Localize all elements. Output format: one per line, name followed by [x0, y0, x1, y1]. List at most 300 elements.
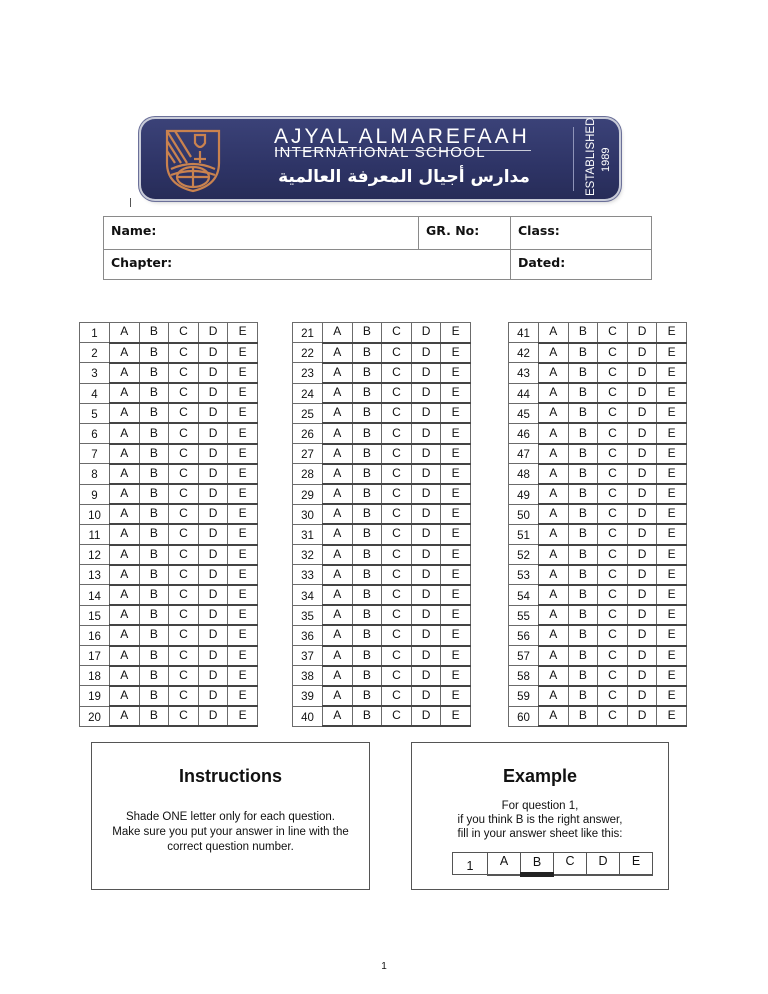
answer-option-d[interactable]: D: [198, 504, 228, 524]
answer-option-c[interactable]: C: [598, 504, 628, 524]
answer-option-d[interactable]: D: [198, 343, 228, 363]
answer-option-c[interactable]: C: [382, 323, 412, 343]
answer-option-e[interactable]: E: [657, 444, 687, 464]
answer-option-d[interactable]: D: [198, 524, 228, 544]
answer-option-b[interactable]: B: [352, 706, 382, 726]
answer-option-e[interactable]: E: [441, 484, 471, 504]
answer-option-c[interactable]: C: [382, 444, 412, 464]
answer-option-e[interactable]: E: [441, 666, 471, 686]
answer-option-b[interactable]: B: [568, 343, 598, 363]
answer-option-e[interactable]: E: [657, 383, 687, 403]
answer-option-e[interactable]: E: [441, 706, 471, 726]
answer-option-c[interactable]: C: [382, 686, 412, 706]
answer-option-d[interactable]: D: [411, 343, 441, 363]
answer-option-d[interactable]: D: [627, 524, 657, 544]
answer-option-b[interactable]: B: [139, 545, 169, 565]
answer-option-e[interactable]: E: [657, 686, 687, 706]
answer-option-b[interactable]: B: [568, 464, 598, 484]
answer-option-c[interactable]: C: [598, 666, 628, 686]
answer-option-a[interactable]: A: [539, 646, 569, 666]
answer-option-a[interactable]: A: [539, 565, 569, 585]
answer-option-b[interactable]: B: [352, 646, 382, 666]
answer-option-b[interactable]: B: [568, 545, 598, 565]
answer-option-a[interactable]: A: [539, 323, 569, 343]
answer-option-c[interactable]: C: [382, 585, 412, 605]
answer-option-c[interactable]: C: [382, 403, 412, 423]
answer-option-a[interactable]: A: [539, 625, 569, 645]
answer-option-a[interactable]: A: [539, 666, 569, 686]
answer-option-c[interactable]: C: [169, 464, 199, 484]
answer-option-a[interactable]: A: [110, 585, 140, 605]
answer-option-e[interactable]: E: [657, 545, 687, 565]
answer-option-a[interactable]: A: [323, 464, 353, 484]
answer-option-d[interactable]: D: [627, 323, 657, 343]
answer-option-a[interactable]: A: [110, 484, 140, 504]
answer-option-a[interactable]: A: [539, 504, 569, 524]
answer-option-a[interactable]: A: [323, 383, 353, 403]
answer-option-c[interactable]: C: [169, 585, 199, 605]
answer-option-b[interactable]: B: [139, 706, 169, 726]
answer-option-a[interactable]: A: [539, 686, 569, 706]
answer-option-e[interactable]: E: [657, 504, 687, 524]
answer-option-a[interactable]: A: [323, 323, 353, 343]
answer-option-e[interactable]: E: [441, 565, 471, 585]
answer-option-c[interactable]: C: [169, 323, 199, 343]
answer-option-d[interactable]: D: [627, 605, 657, 625]
answer-option-c[interactable]: C: [598, 524, 628, 544]
answer-option-c[interactable]: C: [382, 625, 412, 645]
answer-option-b[interactable]: B: [352, 343, 382, 363]
answer-option-d[interactable]: D: [198, 464, 228, 484]
answer-option-e[interactable]: E: [441, 383, 471, 403]
answer-option-b[interactable]: B: [568, 524, 598, 544]
answer-option-b[interactable]: B: [568, 444, 598, 464]
answer-option-a[interactable]: A: [110, 504, 140, 524]
answer-option-d[interactable]: D: [411, 484, 441, 504]
answer-option-c[interactable]: C: [598, 646, 628, 666]
answer-option-a[interactable]: A: [539, 464, 569, 484]
answer-option-c[interactable]: C: [169, 625, 199, 645]
answer-option-b[interactable]: B: [568, 625, 598, 645]
answer-option-a[interactable]: A: [323, 504, 353, 524]
answer-option-d[interactable]: D: [627, 565, 657, 585]
answer-option-b[interactable]: B: [139, 464, 169, 484]
answer-option-d[interactable]: D: [627, 363, 657, 383]
answer-option-b[interactable]: B: [352, 666, 382, 686]
answer-option-c[interactable]: C: [169, 403, 199, 423]
answer-option-a[interactable]: A: [110, 524, 140, 544]
answer-option-e[interactable]: E: [228, 625, 258, 645]
answer-option-d[interactable]: D: [411, 444, 441, 464]
answer-option-c[interactable]: C: [169, 504, 199, 524]
answer-option-a[interactable]: A: [323, 484, 353, 504]
answer-option-b[interactable]: B: [139, 504, 169, 524]
answer-option-a[interactable]: A: [323, 545, 353, 565]
answer-option-c[interactable]: C: [598, 545, 628, 565]
answer-option-e[interactable]: E: [228, 423, 258, 443]
answer-option-a[interactable]: A: [539, 706, 569, 726]
answer-option-c[interactable]: C: [598, 363, 628, 383]
answer-option-c[interactable]: C: [169, 646, 199, 666]
answer-option-d[interactable]: D: [627, 706, 657, 726]
answer-option-d[interactable]: D: [411, 706, 441, 726]
answer-option-d[interactable]: D: [411, 524, 441, 544]
answer-option-e[interactable]: E: [657, 464, 687, 484]
answer-option-a[interactable]: A: [110, 646, 140, 666]
answer-option-b[interactable]: B: [352, 363, 382, 383]
answer-option-e[interactable]: E: [441, 646, 471, 666]
answer-option-d[interactable]: D: [411, 686, 441, 706]
answer-option-a[interactable]: A: [110, 666, 140, 686]
answer-option-a[interactable]: A: [323, 605, 353, 625]
answer-option-a[interactable]: A: [323, 646, 353, 666]
answer-option-c[interactable]: C: [598, 686, 628, 706]
answer-option-c[interactable]: C: [598, 444, 628, 464]
answer-option-d[interactable]: D: [411, 403, 441, 423]
answer-option-e[interactable]: E: [441, 343, 471, 363]
answer-option-e[interactable]: E: [228, 363, 258, 383]
answer-option-c[interactable]: C: [169, 363, 199, 383]
answer-option-d[interactable]: D: [627, 666, 657, 686]
answer-option-b[interactable]: B: [352, 423, 382, 443]
answer-option-d[interactable]: D: [411, 383, 441, 403]
answer-option-c[interactable]: C: [382, 464, 412, 484]
answer-option-c[interactable]: C: [382, 545, 412, 565]
answer-option-e[interactable]: E: [228, 706, 258, 726]
answer-option-d[interactable]: D: [198, 323, 228, 343]
answer-option-b[interactable]: B: [139, 363, 169, 383]
answer-option-d[interactable]: D: [411, 565, 441, 585]
answer-option-a[interactable]: A: [323, 444, 353, 464]
answer-option-a[interactable]: A: [110, 545, 140, 565]
answer-option-b[interactable]: B: [568, 484, 598, 504]
answer-option-e[interactable]: E: [441, 423, 471, 443]
answer-option-c[interactable]: C: [169, 545, 199, 565]
answer-option-c[interactable]: C: [598, 565, 628, 585]
answer-option-b[interactable]: B: [139, 343, 169, 363]
answer-option-d[interactable]: D: [198, 686, 228, 706]
answer-option-d[interactable]: D: [198, 666, 228, 686]
answer-option-c[interactable]: C: [382, 363, 412, 383]
answer-option-b[interactable]: B: [568, 686, 598, 706]
answer-option-d[interactable]: D: [627, 343, 657, 363]
answer-option-c[interactable]: C: [598, 625, 628, 645]
answer-option-b[interactable]: B: [352, 605, 382, 625]
answer-option-e[interactable]: E: [228, 444, 258, 464]
answer-option-d[interactable]: D: [627, 686, 657, 706]
answer-option-e[interactable]: E: [228, 605, 258, 625]
answer-option-a[interactable]: A: [539, 343, 569, 363]
answer-option-a[interactable]: A: [110, 605, 140, 625]
answer-option-e[interactable]: E: [657, 423, 687, 443]
answer-option-e[interactable]: E: [441, 464, 471, 484]
answer-option-d[interactable]: D: [198, 423, 228, 443]
answer-option-c[interactable]: C: [169, 686, 199, 706]
answer-option-c[interactable]: C: [598, 605, 628, 625]
answer-option-e[interactable]: E: [441, 686, 471, 706]
answer-option-e[interactable]: E: [228, 646, 258, 666]
answer-option-c[interactable]: C: [598, 343, 628, 363]
answer-option-e[interactable]: E: [657, 666, 687, 686]
answer-option-c[interactable]: C: [598, 585, 628, 605]
answer-option-b[interactable]: B: [352, 686, 382, 706]
answer-option-b[interactable]: B: [568, 646, 598, 666]
answer-option-c[interactable]: C: [382, 706, 412, 726]
answer-option-c[interactable]: C: [382, 504, 412, 524]
answer-option-a[interactable]: A: [323, 403, 353, 423]
answer-option-e[interactable]: E: [657, 605, 687, 625]
answer-option-b[interactable]: B: [568, 504, 598, 524]
answer-option-e[interactable]: E: [657, 524, 687, 544]
answer-option-d[interactable]: D: [411, 666, 441, 686]
answer-option-b[interactable]: B: [352, 323, 382, 343]
answer-option-c[interactable]: C: [169, 383, 199, 403]
answer-option-b[interactable]: B: [352, 545, 382, 565]
answer-option-b[interactable]: B: [352, 565, 382, 585]
answer-option-a[interactable]: A: [539, 363, 569, 383]
answer-option-e[interactable]: E: [228, 323, 258, 343]
answer-option-d[interactable]: D: [627, 585, 657, 605]
answer-option-d[interactable]: D: [198, 363, 228, 383]
answer-option-d[interactable]: D: [627, 423, 657, 443]
answer-option-e[interactable]: E: [228, 585, 258, 605]
answer-option-e[interactable]: E: [228, 545, 258, 565]
answer-option-a[interactable]: A: [323, 686, 353, 706]
answer-option-e[interactable]: E: [657, 706, 687, 726]
answer-option-e[interactable]: E: [228, 343, 258, 363]
answer-option-e[interactable]: E: [657, 343, 687, 363]
answer-option-a[interactable]: A: [323, 625, 353, 645]
answer-option-c[interactable]: C: [382, 646, 412, 666]
answer-option-b[interactable]: B: [568, 403, 598, 423]
answer-option-c[interactable]: C: [382, 524, 412, 544]
answer-option-b[interactable]: B: [139, 484, 169, 504]
answer-option-b[interactable]: B: [352, 585, 382, 605]
answer-option-c[interactable]: C: [169, 423, 199, 443]
answer-option-d[interactable]: D: [198, 646, 228, 666]
answer-option-c[interactable]: C: [382, 343, 412, 363]
answer-option-b[interactable]: B: [352, 444, 382, 464]
answer-option-b[interactable]: B: [139, 565, 169, 585]
answer-option-c[interactable]: C: [598, 484, 628, 504]
answer-option-b[interactable]: B: [568, 605, 598, 625]
answer-option-b[interactable]: B: [139, 444, 169, 464]
answer-option-b[interactable]: B: [352, 504, 382, 524]
answer-option-d[interactable]: D: [627, 403, 657, 423]
answer-option-e[interactable]: E: [441, 585, 471, 605]
answer-option-b[interactable]: B: [139, 646, 169, 666]
answer-option-d[interactable]: D: [411, 423, 441, 443]
answer-option-d[interactable]: D: [627, 646, 657, 666]
answer-option-a[interactable]: A: [539, 545, 569, 565]
answer-option-c[interactable]: C: [382, 423, 412, 443]
answer-option-b[interactable]: B: [139, 323, 169, 343]
answer-option-b[interactable]: B: [139, 666, 169, 686]
answer-option-d[interactable]: D: [198, 565, 228, 585]
answer-option-e[interactable]: E: [228, 403, 258, 423]
answer-option-a[interactable]: A: [539, 524, 569, 544]
answer-option-a[interactable]: A: [323, 363, 353, 383]
answer-option-d[interactable]: D: [198, 444, 228, 464]
answer-option-a[interactable]: A: [539, 605, 569, 625]
answer-option-d[interactable]: D: [198, 545, 228, 565]
answer-option-e[interactable]: E: [441, 444, 471, 464]
answer-option-c[interactable]: C: [598, 403, 628, 423]
answer-option-d[interactable]: D: [198, 585, 228, 605]
answer-option-e[interactable]: E: [441, 504, 471, 524]
answer-option-b[interactable]: B: [568, 383, 598, 403]
answer-option-c[interactable]: C: [382, 383, 412, 403]
answer-option-e[interactable]: E: [441, 625, 471, 645]
answer-option-e[interactable]: E: [228, 383, 258, 403]
answer-option-d[interactable]: D: [627, 464, 657, 484]
answer-option-b[interactable]: B: [352, 383, 382, 403]
answer-option-a[interactable]: A: [539, 484, 569, 504]
answer-option-b[interactable]: B: [352, 524, 382, 544]
answer-option-b[interactable]: B: [139, 423, 169, 443]
answer-option-a[interactable]: A: [110, 444, 140, 464]
answer-option-b[interactable]: B: [352, 484, 382, 504]
answer-option-e[interactable]: E: [657, 625, 687, 645]
answer-option-a[interactable]: A: [110, 423, 140, 443]
answer-option-a[interactable]: A: [110, 565, 140, 585]
answer-option-d[interactable]: D: [627, 625, 657, 645]
answer-option-d[interactable]: D: [627, 444, 657, 464]
answer-option-e[interactable]: E: [228, 565, 258, 585]
answer-option-c[interactable]: C: [382, 565, 412, 585]
answer-option-a[interactable]: A: [323, 343, 353, 363]
answer-option-d[interactable]: D: [627, 383, 657, 403]
answer-option-c[interactable]: C: [598, 383, 628, 403]
answer-option-d[interactable]: D: [411, 323, 441, 343]
answer-option-e[interactable]: E: [441, 545, 471, 565]
answer-option-a[interactable]: A: [110, 363, 140, 383]
answer-option-d[interactable]: D: [627, 484, 657, 504]
answer-option-a[interactable]: A: [110, 343, 140, 363]
answer-option-b[interactable]: B: [139, 524, 169, 544]
answer-option-b[interactable]: B: [139, 403, 169, 423]
answer-option-a[interactable]: A: [323, 423, 353, 443]
answer-option-b[interactable]: B: [139, 383, 169, 403]
answer-option-b[interactable]: B: [568, 363, 598, 383]
answer-option-c[interactable]: C: [169, 444, 199, 464]
answer-option-c[interactable]: C: [598, 706, 628, 726]
answer-option-a[interactable]: A: [539, 585, 569, 605]
answer-option-c[interactable]: C: [169, 524, 199, 544]
answer-option-d[interactable]: D: [198, 383, 228, 403]
answer-option-c[interactable]: C: [169, 343, 199, 363]
answer-option-d[interactable]: D: [627, 504, 657, 524]
answer-option-e[interactable]: E: [657, 403, 687, 423]
answer-option-c[interactable]: C: [382, 666, 412, 686]
answer-option-b[interactable]: B: [568, 323, 598, 343]
answer-option-b[interactable]: B: [352, 403, 382, 423]
answer-option-e[interactable]: E: [657, 585, 687, 605]
answer-option-e[interactable]: E: [657, 484, 687, 504]
answer-option-a[interactable]: A: [110, 323, 140, 343]
answer-option-b[interactable]: B: [568, 423, 598, 443]
answer-option-a[interactable]: A: [539, 383, 569, 403]
answer-option-b[interactable]: B: [139, 605, 169, 625]
answer-option-c[interactable]: C: [169, 666, 199, 686]
answer-option-b[interactable]: B: [568, 666, 598, 686]
answer-option-c[interactable]: C: [169, 706, 199, 726]
answer-option-e[interactable]: E: [228, 686, 258, 706]
answer-option-b[interactable]: B: [568, 565, 598, 585]
answer-option-e[interactable]: E: [441, 403, 471, 423]
answer-option-d[interactable]: D: [198, 605, 228, 625]
answer-option-d[interactable]: D: [411, 545, 441, 565]
answer-option-e[interactable]: E: [441, 524, 471, 544]
answer-option-c[interactable]: C: [598, 423, 628, 443]
answer-option-c[interactable]: C: [169, 565, 199, 585]
answer-option-e[interactable]: E: [657, 646, 687, 666]
answer-option-e[interactable]: E: [228, 484, 258, 504]
answer-option-a[interactable]: A: [323, 666, 353, 686]
answer-option-e[interactable]: E: [441, 605, 471, 625]
answer-option-b[interactable]: B: [568, 706, 598, 726]
answer-option-d[interactable]: D: [627, 545, 657, 565]
answer-option-b[interactable]: B: [352, 464, 382, 484]
answer-option-b[interactable]: B: [352, 625, 382, 645]
answer-option-d[interactable]: D: [198, 625, 228, 645]
answer-option-a[interactable]: A: [539, 423, 569, 443]
answer-option-b[interactable]: B: [139, 686, 169, 706]
answer-option-e[interactable]: E: [657, 323, 687, 343]
answer-option-e[interactable]: E: [228, 464, 258, 484]
answer-option-a[interactable]: A: [323, 565, 353, 585]
answer-option-d[interactable]: D: [411, 605, 441, 625]
answer-option-a[interactable]: A: [539, 403, 569, 423]
answer-option-c[interactable]: C: [598, 464, 628, 484]
answer-option-a[interactable]: A: [323, 585, 353, 605]
answer-option-c[interactable]: C: [598, 323, 628, 343]
answer-option-e[interactable]: E: [228, 666, 258, 686]
answer-option-d[interactable]: D: [198, 484, 228, 504]
answer-option-b[interactable]: B: [568, 585, 598, 605]
answer-option-d[interactable]: D: [411, 464, 441, 484]
answer-option-e[interactable]: E: [228, 524, 258, 544]
answer-option-a[interactable]: A: [323, 706, 353, 726]
answer-option-d[interactable]: D: [198, 403, 228, 423]
answer-option-e[interactable]: E: [228, 504, 258, 524]
answer-option-d[interactable]: D: [411, 585, 441, 605]
answer-option-c[interactable]: C: [382, 484, 412, 504]
answer-option-a[interactable]: A: [539, 444, 569, 464]
answer-option-b[interactable]: B: [139, 625, 169, 645]
answer-option-e[interactable]: E: [657, 565, 687, 585]
answer-option-d[interactable]: D: [411, 504, 441, 524]
answer-option-d[interactable]: D: [411, 646, 441, 666]
answer-option-c[interactable]: C: [169, 605, 199, 625]
answer-option-a[interactable]: A: [110, 625, 140, 645]
answer-option-d[interactable]: D: [411, 363, 441, 383]
answer-option-a[interactable]: A: [110, 464, 140, 484]
answer-option-c[interactable]: C: [382, 605, 412, 625]
answer-option-a[interactable]: A: [110, 706, 140, 726]
answer-option-e[interactable]: E: [441, 363, 471, 383]
answer-option-a[interactable]: A: [110, 383, 140, 403]
answer-option-e[interactable]: E: [441, 323, 471, 343]
answer-option-d[interactable]: D: [198, 706, 228, 726]
answer-option-a[interactable]: A: [110, 403, 140, 423]
answer-option-b[interactable]: B: [139, 585, 169, 605]
answer-option-c[interactable]: C: [169, 484, 199, 504]
answer-option-a[interactable]: A: [110, 686, 140, 706]
answer-option-d[interactable]: D: [411, 625, 441, 645]
answer-option-e[interactable]: E: [657, 363, 687, 383]
answer-option-a[interactable]: A: [323, 524, 353, 544]
